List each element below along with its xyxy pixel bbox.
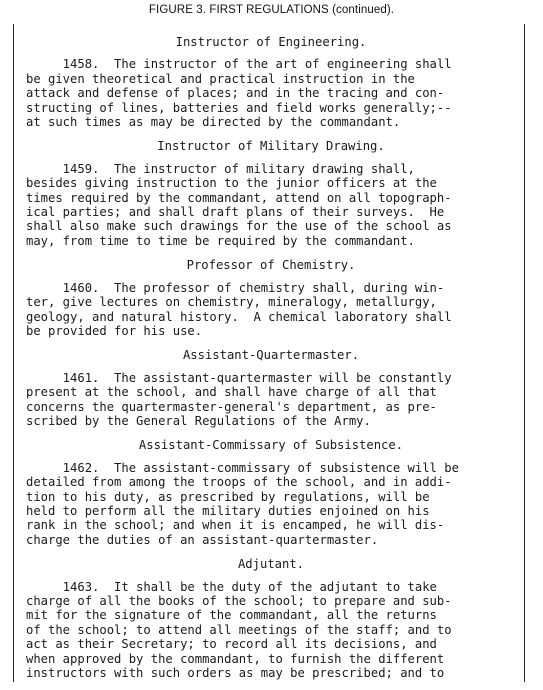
section-paragraph xyxy=(26,281,516,339)
text-line: structing of lines, batteries and field works generally;-- xyxy=(26,100,452,115)
section-paragraph xyxy=(26,371,516,429)
regulation-section xyxy=(26,258,516,338)
text-line: 1458. The instructor of the art of engineering shall xyxy=(26,57,452,72)
section-heading: Professor of Chemistry. xyxy=(186,258,356,273)
section-paragraph xyxy=(26,461,516,547)
regulation-section xyxy=(26,35,516,129)
text-line: at such times as may be directed by the commandant. xyxy=(26,115,401,130)
text-line: of the school; to attend all meetings of the staff; and to xyxy=(26,622,452,637)
text-line: when approved by the commandant, to furnish the different xyxy=(26,651,445,666)
text-line: 1460. The professor of chemistry shall, during win- xyxy=(26,280,445,295)
text-line: act as their Secretary; to record all its decisions, and xyxy=(26,637,437,652)
text-line: detailed from among the troops of the school, and in addi- xyxy=(26,475,452,490)
section-heading: Instructor of Military Drawing. xyxy=(157,139,385,154)
text-line: ter, give lectures on chemistry, mineralogy, metallurgy, xyxy=(26,295,437,310)
regulation-section xyxy=(26,438,516,547)
text-line: mit for the signature of the commandant, all the returns xyxy=(26,608,437,623)
text-line: charge the duties of an assistant-quartermaster. xyxy=(26,532,379,547)
text-line: 1459. The instructor of military drawing shall, xyxy=(26,161,415,176)
text-line: ical parties; and shall draft plans of their surveys. He xyxy=(26,205,445,220)
figure-caption: FIGURE 3. FIRST REGULATIONS (continued). xyxy=(148,4,395,16)
text-line: be given theoretical and practical instruction in the xyxy=(26,71,415,86)
text-line: 1463. It shall be the duty of the adjutant to take xyxy=(26,579,437,594)
section-heading: Assistant-Commissary of Subsistence. xyxy=(138,438,404,453)
document-body xyxy=(26,35,516,690)
text-line: shall also make such drawings for the use of the school as xyxy=(26,219,452,234)
text-line: scribed by the General Regulations of the Army. xyxy=(26,413,371,428)
text-line: concerns the quartermaster-general's department, as pre- xyxy=(26,399,437,414)
text-line: rank in the school; and when it is encamped, he will dis- xyxy=(26,518,445,533)
text-line: held to perform all the military duties enjoined on his xyxy=(26,503,430,518)
text-line: charge of all the books of the school; to prepare and sub- xyxy=(26,594,452,608)
regulation-section xyxy=(26,139,516,248)
text-line: instructors with such orders as may be prescribed; and to xyxy=(26,666,445,681)
text-line: tion to his duty, as prescribed by regulations, will be xyxy=(26,489,430,504)
text-line: 1461. The assistant-quartermaster will be constantly xyxy=(26,370,452,385)
text-line: be provided for his use. xyxy=(26,323,203,338)
section-heading: Adjutant. xyxy=(237,557,305,572)
text-line: attack and defense of places; and in the tracing and con- xyxy=(26,86,445,101)
text-line: may, from time to time be required by the commandant. xyxy=(26,233,415,248)
text-line: times required by the commandant, attend on all topograph- xyxy=(26,190,452,205)
text-line: 1462. The assistant-commissary of subsistence will be xyxy=(26,460,459,475)
section-heading: Assistant-Quartermaster. xyxy=(182,348,360,363)
section-heading: Instructor of Engineering. xyxy=(175,35,367,49)
section-paragraph xyxy=(26,162,516,248)
regulation-section xyxy=(26,557,516,680)
section-paragraph xyxy=(26,580,516,681)
text-line: present at the school, and shall have charge of all that xyxy=(26,385,437,400)
regulation-section xyxy=(26,348,516,428)
section-paragraph xyxy=(26,57,516,129)
text-line: besides giving instruction to the junior officers at the xyxy=(26,176,437,191)
text-line: geology, and natural history. A chemical laboratory shall xyxy=(26,309,452,324)
